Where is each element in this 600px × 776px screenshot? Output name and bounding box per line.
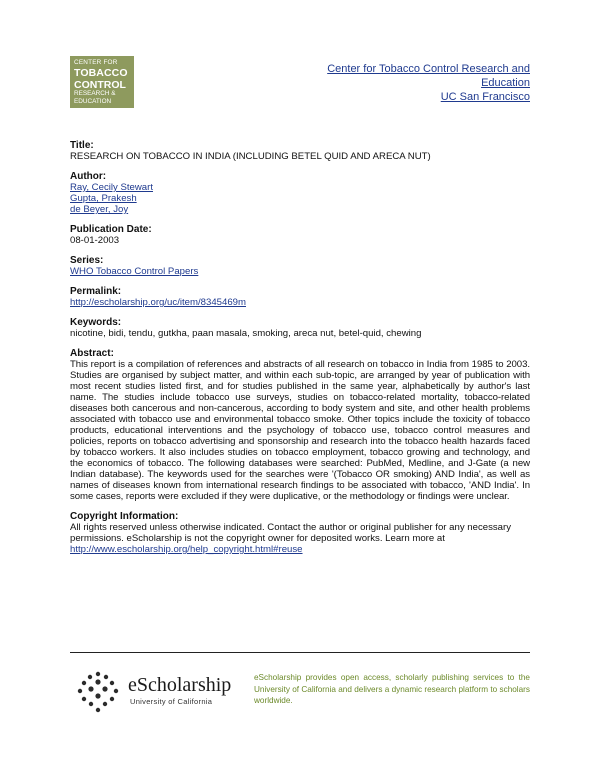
- publication-date-label: Publication Date:: [70, 224, 152, 235]
- copyright-text: [70, 522, 530, 555]
- logo-line: CONTROL: [74, 79, 126, 91]
- escholarship-logo-icon: [72, 668, 124, 716]
- logo-line: RESEARCH &: [74, 90, 116, 97]
- copyright-label: Copyright Information:: [70, 511, 179, 522]
- author-link[interactable]: Ray, Cecily Stewart: [70, 182, 153, 193]
- copyright-link[interactable]: http://www.escholarship.org/help_copyright.html#reuse: [70, 544, 303, 555]
- permalink-label: Permalink:: [70, 286, 122, 297]
- series-link[interactable]: WHO Tobacco Control Papers: [70, 266, 199, 277]
- escholarship-brand: eScholarship: [128, 674, 232, 696]
- permalink-link[interactable]: http://escholarship.org/uc/item/8345469m: [70, 297, 246, 308]
- author-link[interactable]: de Beyer, Joy: [70, 204, 129, 215]
- org-line-2: Education: [481, 77, 530, 89]
- tobacco-center-logo: [70, 56, 134, 108]
- keywords-label: Keywords:: [70, 317, 122, 328]
- author-label: Author:: [70, 171, 107, 182]
- copyright-body: All rights reserved unless otherwise indicated. Contact the author or original publisher for any necessary permissions. eScholarship is not the copyright owner for deposited works. Learn more at: [70, 522, 512, 544]
- series-label: Series:: [70, 255, 104, 266]
- escholarship-description: eScholarship provides open access, scholarly publishing services to the University of California and delivers a dynamic research platform to scholars worldwide.: [254, 673, 530, 705]
- author-list: [70, 182, 530, 215]
- org-link[interactable]: [327, 63, 530, 89]
- footer-divider: [70, 652, 530, 653]
- logo-line: EDUCATION: [74, 98, 112, 105]
- abstract-label: Abstract:: [70, 348, 114, 359]
- publication-date-value: 08-01-2003: [70, 235, 120, 246]
- logo-line: CENTER FOR: [74, 59, 118, 66]
- abstract-text: This report is a compilation of references and abstracts of all research on tobacco in India from 1985 to 2003. Studies are organised by subject matter, and within each sub-topic, are arranged by year of publication with most recent studies listed first, and for studies published in the same year, alphabetically by author's last name. The studies include tobacco use surveys, studies on tobacco-related mortality, tobacco-related diseases both cancerous and non-cancerous, according to body system and site, and other health problems associated with tobacco use and environmental tobacco smoke. Other topics include the toxicity of tobacco products, educational interventions and the psychology of tobacco use, tobacco control measures and policies, reports on tobacco advertising and sponsorship and research into the tobacco health hazards faced by tobacco workers. It also includes studies on tobacco employment, tobacco growing and technology, and the economics of tobacco. The following databases were searched: PubMed, Medline, and J-Gate (a new Indian database). The keywords used for the searches were '(Tobacco OR smoking) AND India', as well as names of diseases known from international research findings to be associated with tobacco, 'AND India'. In some cases, reports were excluded if they were duplicative, or the methodology or findings were unclear.: [70, 359, 530, 502]
- logo-line: TOBACCO: [74, 67, 128, 79]
- escholarship-subtitle: University of California: [130, 697, 213, 706]
- title-label: Title:: [70, 140, 94, 151]
- record-fields: [70, 140, 530, 564]
- title-value: RESEARCH ON TOBACCO IN INDIA (INCLUDING BETEL QUID AND ARECA NUT): [70, 151, 431, 162]
- university-link[interactable]: UC San Francisco: [440, 91, 530, 103]
- header-links: [270, 62, 530, 104]
- author-link[interactable]: Gupta, Prakesh: [70, 193, 137, 204]
- keywords-value: nicotine, bidi, tendu, gutkha, paan masala, smoking, areca nut, betel-quid, chewing: [70, 328, 422, 339]
- org-line-1: Center for Tobacco Control Research and: [327, 63, 530, 75]
